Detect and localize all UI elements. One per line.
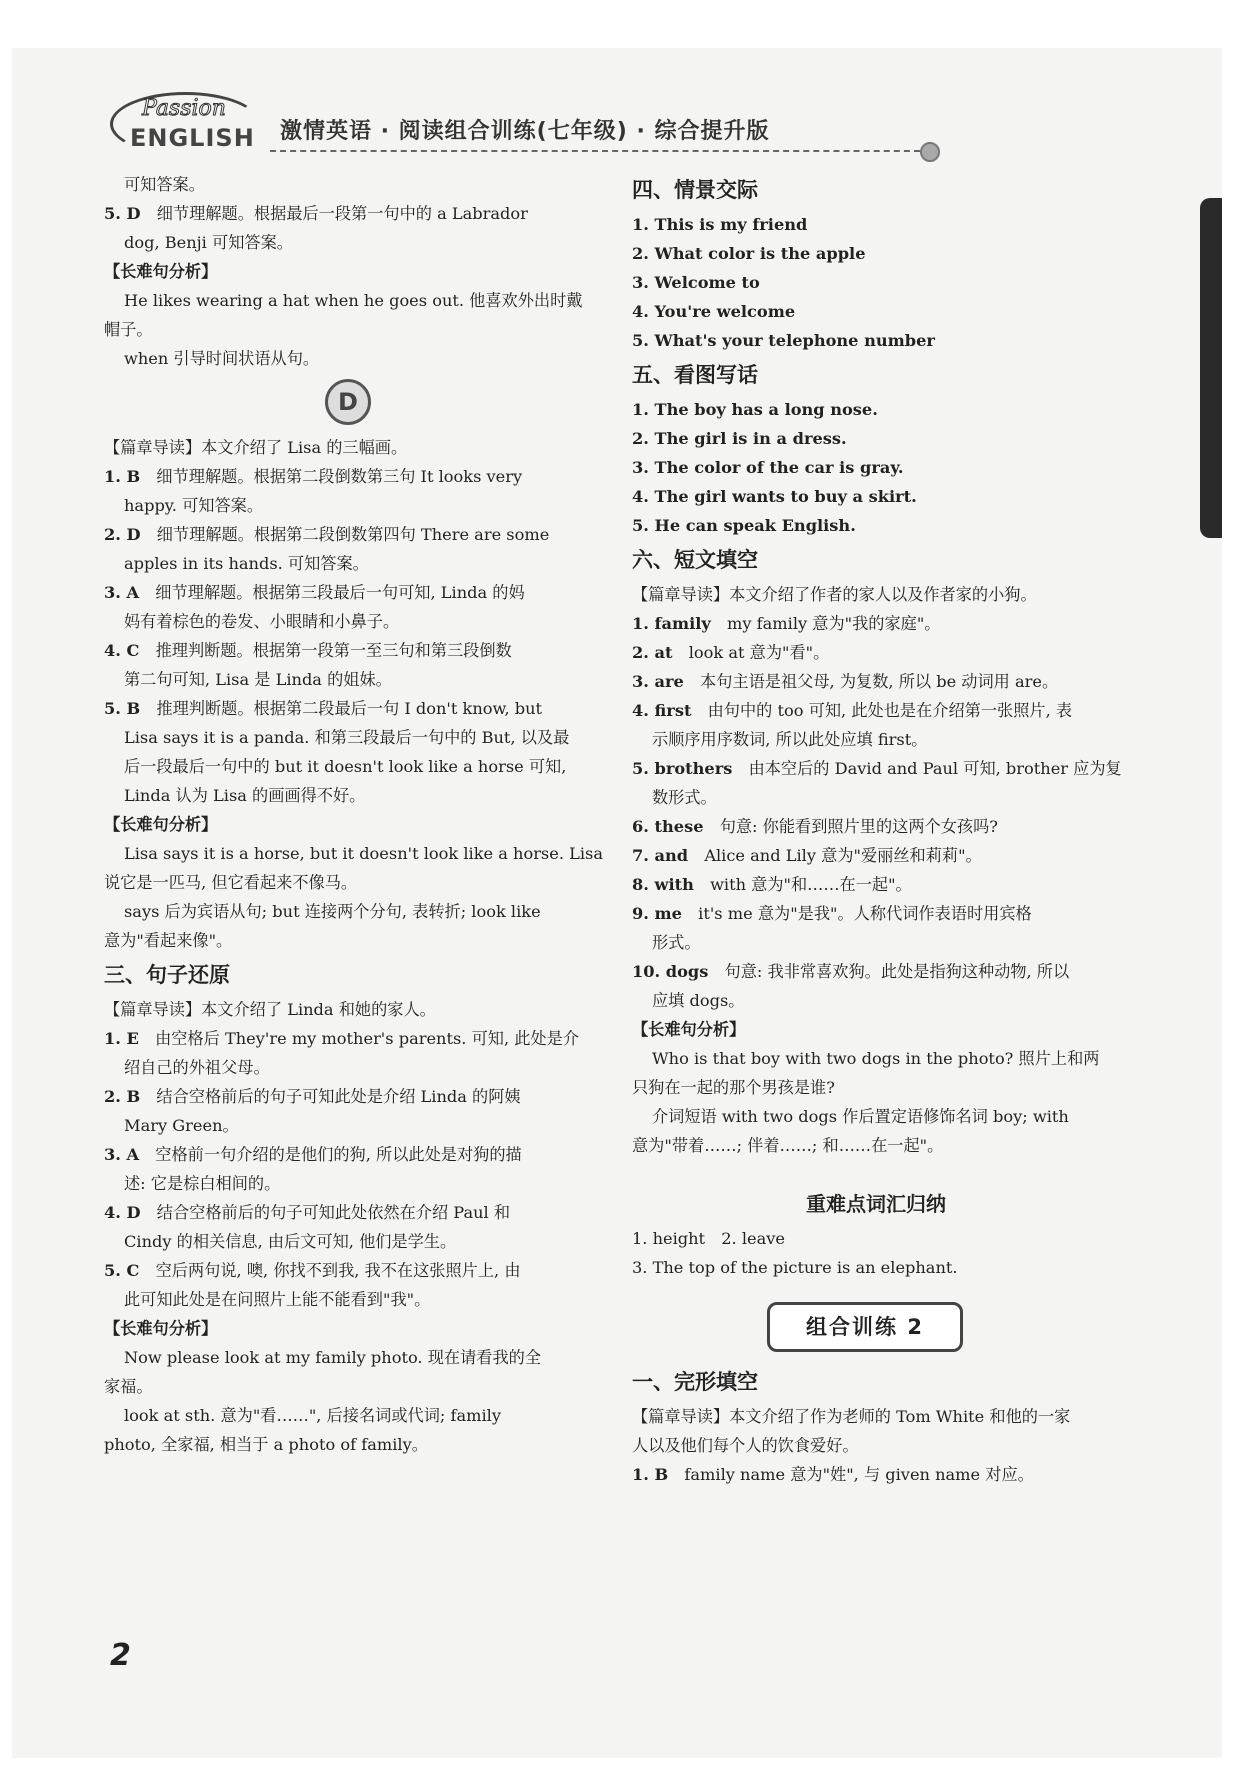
text-line: Now please look at my family photo. 现在请看我的全 [124,1348,542,1367]
text-line: Mary Green。 [124,1116,239,1135]
section-tag: 【长难句分析】 [104,1319,218,1338]
text-line: Lisa says it is a horse, but it doesn't look like a horse. Lisa [124,844,603,863]
answer-number: 1. B [104,467,141,486]
page-header [100,92,940,158]
answer-line: 1. This is my friend [632,215,808,234]
logo-text-english: ENGLISH [130,124,255,152]
vocab-line: 3. The top of the picture is an elephant. [632,1258,958,1277]
text-line: 应填 dogs。 [652,991,745,1010]
text-line: 数形式。 [652,788,717,807]
answer-number: 5. D [104,204,141,223]
text-line: 只狗在一起的那个男孩是谁? [632,1078,835,1097]
text-line: Lisa says it is a panda. 和第三段最后一句中的 But, 以及最 [124,728,570,747]
answer-line: 1. The boy has a long nose. [632,400,878,419]
answer-number: 5. C [104,1261,140,1280]
answer-text: 推理判断题。根据第一段第一至三句和第三段倒数 [155,641,512,660]
text-line: when 引导时间状语从句。 [124,349,320,368]
answer-item [104,199,592,228]
answer-text: my family 意为"我的家庭"。 [727,614,941,633]
answer-line: 3. The color of the car is gray. [632,458,904,477]
passage-intro: 【篇章导读】本文介绍了作为老师的 Tom White 和他的一家 [632,1407,1071,1426]
text-line: 妈有着棕色的卷发、小眼睛和小鼻子。 [124,612,400,631]
passion-english-logo [110,92,260,152]
vocab-summary-title: 重难点词汇归纳 [806,1192,946,1216]
answer-text: 由本空后的 David and Paul 可知, brother 应为复 [748,759,1122,778]
text-line: Who is that boy with two dogs in the photo? 照片上和两 [652,1049,1100,1068]
passage-intro: 【篇章导读】本文介绍了 Lisa 的三幅画。 [104,438,408,457]
text-line: look at sth. 意为"看……", 后接名词或代词; family [124,1406,501,1425]
answer-number: 2. D [104,525,141,544]
binding-edge [1200,198,1222,538]
text-line: 述: 它是棕白相间的。 [124,1174,281,1193]
text-line: 介词短语 with two dogs 作后置定语修饰名词 boy; with [652,1107,1069,1126]
answer-word: 6. these [632,817,704,836]
text-line: 形式。 [652,933,701,952]
section-tag: 【长难句分析】 [104,815,218,834]
answer-line: 5. He can speak English. [632,516,856,535]
section-heading: 一、完形填空 [632,1370,758,1394]
answer-text: 细节理解题。根据最后一段第一句中的 a Labrador [156,204,528,223]
text-line: 人以及他们每个人的饮食爱好。 [632,1436,859,1455]
answer-text: 结合空格前后的句子可知此处依然在介绍 Paul 和 [156,1203,511,1222]
text-line: 第二句可知, Lisa 是 Linda 的姐妹。 [124,670,392,689]
section-heading: 四、情景交际 [632,178,758,202]
book-title: 激情英语 · 阅读组合训练(七年级) · 综合提升版 [280,119,770,144]
text-line: 意为"看起来像"。 [104,931,233,950]
training-unit-label: 组合训练 2 [767,1302,963,1352]
text-line: dog, Benji 可知答案。 [124,233,293,252]
answer-text: family name 意为"姓", 与 given name 对应。 [684,1465,1034,1484]
text-line: He likes wearing a hat when he goes out. 他喜欢外出时戴 [124,291,583,310]
answer-word: 5. brothers [632,759,733,778]
answer-line: 2. What color is the apple [632,244,866,263]
answer-text: 结合空格前后的句子可知此处是介绍 Linda 的阿姨 [156,1087,521,1106]
passage-intro: 【篇章导读】本文介绍了作者的家人以及作者家的小狗。 [632,585,1037,604]
section-tag: 【长难句分析】 [632,1020,746,1039]
answer-number: 3. A [104,1145,140,1164]
text-line: Linda 认为 Lisa 的画画得不好。 [124,786,366,805]
header-dashed-rule [270,150,930,152]
answer-word: 7. and [632,846,689,865]
answer-text: 细节理解题。根据第二段倒数第三句 It looks very [156,467,523,486]
answer-number: 5. B [104,699,141,718]
answer-text: 细节理解题。根据第三段最后一句可知, Linda 的妈 [155,583,525,602]
answer-line: 5. What's your telephone number [632,331,935,350]
answer-text: 本句主语是祖父母, 为复数, 所以 be 动词用 are。 [700,672,1059,691]
logo-text-passion: Passion [142,96,226,121]
answer-text: Alice and Lily 意为"爱丽丝和莉莉"。 [704,846,982,865]
answer-line: 4. You're welcome [632,302,796,321]
answer-number: 1. B [632,1465,669,1484]
section-heading: 五、看图写话 [632,363,758,387]
answer-word: 10. dogs [632,962,709,981]
answer-text: 推理判断题。根据第二段最后一句 I don't know, but [156,699,543,718]
answer-word: 3. are [632,672,684,691]
passage-d-badge: D [325,379,371,425]
text-line: happy. 可知答案。 [124,496,264,515]
text-line: 此可知此处是在问照片上能不能看到"我"。 [124,1290,431,1309]
answer-text: 句意: 你能看到照片里的这两个女孩吗? [719,817,998,836]
answer-line: 4. The girl wants to buy a skirt. [632,487,917,506]
section-heading: 六、短文填空 [632,548,758,572]
answer-word: 2. at [632,643,673,662]
answer-text: look at 意为"看"。 [688,643,830,662]
text-line: 家福。 [104,1377,153,1396]
answer-text: 空格前一句介绍的是他们的狗, 所以此处是对狗的描 [155,1145,522,1164]
answer-line: 3. Welcome to [632,273,760,292]
answer-word: 9. me [632,904,682,923]
text-line: 示顺序用序数词, 所以此处应填 first。 [652,730,928,749]
text-line: 意为"带着……; 伴着……; 和……在一起"。 [632,1136,944,1155]
answer-word: 1. family [632,614,711,633]
text-line: 帽子。 [104,320,153,339]
text-line: photo, 全家福, 相当于 a photo of family。 [104,1435,428,1454]
answer-word: 8. with [632,875,694,894]
text-line: 可知答案。 [124,175,205,194]
left-column [104,170,603,1459]
header-dot-ornament [920,142,940,162]
answer-text: it's me 意为"是我"。人称代词作表语时用宾格 [698,904,1032,923]
section-tag: 【长难句分析】 [104,262,218,281]
answer-number: 4. C [104,641,140,660]
answer-text: with 意为"和……在一起"。 [710,875,912,894]
answer-text: 句意: 我非常喜欢狗。此处是指狗这种动物, 所以 [724,962,1070,981]
passage-intro: 【篇章导读】本文介绍了 Linda 和她的家人。 [104,1000,436,1019]
answer-text: 空后两句说, 噢, 你找不到我, 我不在这张照片上, 由 [155,1261,521,1280]
answer-number: 1. E [104,1029,139,1048]
answer-number: 2. B [104,1087,141,1106]
answer-text: 由空格后 They're my mother's parents. 可知, 此处是介 [155,1029,579,1048]
answer-text: 由句中的 too 可知, 此处也是在介绍第一张照片, 表 [707,701,1073,720]
text-line: 说它是一匹马, 但它看起来不像马。 [104,873,358,892]
page-number: 2 [110,1638,131,1673]
vocab-line: 1. height 2. leave [632,1229,785,1248]
text-line: 后一段最后一句中的 but it doesn't look like a horse 可知, [124,757,567,776]
text-line: says 后为宾语从句; but 连接两个分句, 表转折; look like [124,902,541,921]
right-column [632,170,1120,1489]
text-line: Cindy 的相关信息, 由后文可知, 他们是学生。 [124,1232,457,1251]
text-line: 绍自己的外祖父母。 [124,1058,270,1077]
answer-number: 3. A [104,583,140,602]
answer-word: 4. first [632,701,692,720]
text-line: apples in its hands. 可知答案。 [124,554,369,573]
answer-line: 2. The girl is in a dress. [632,429,847,448]
section-heading: 三、句子还原 [104,963,230,987]
answer-number: 4. D [104,1203,141,1222]
answer-text: 细节理解题。根据第二段倒数第四句 There are some [156,525,550,544]
